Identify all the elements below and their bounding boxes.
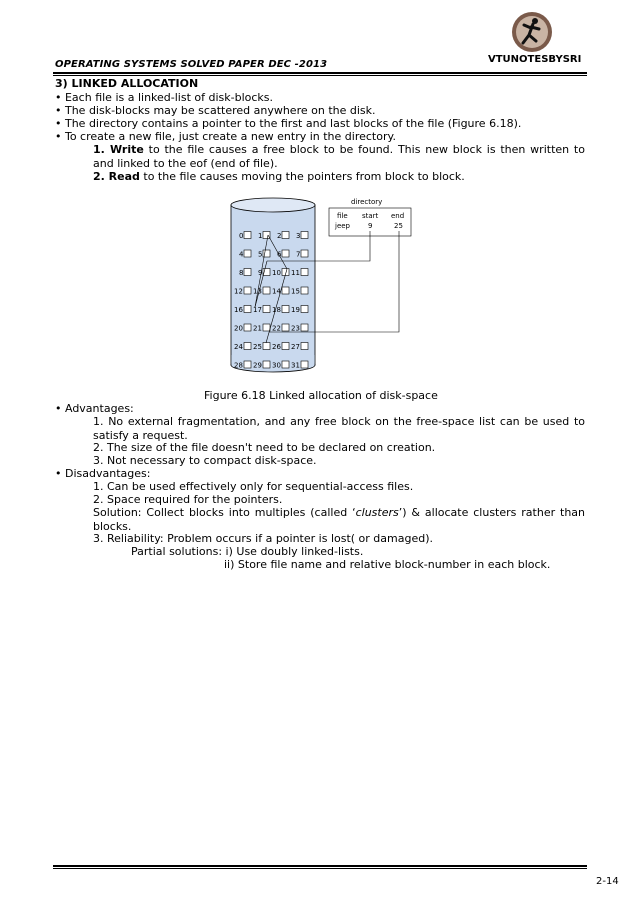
block-box [282,343,289,350]
block-label: 8 [239,269,244,277]
block-label: 20 [234,324,243,333]
solution-post: ’) & allocate clusters rather than blocks. [93,506,586,533]
block-label: 5 [258,250,263,259]
block-box [301,269,308,276]
dir-header-end: end [391,212,405,220]
read-paragraph [93,170,465,184]
block-box [244,306,251,313]
bullet-4: • To create a new file, just create a new entry in the directory. [55,130,396,143]
block-label: 1 [258,232,263,240]
block-label: 6 [277,250,282,259]
block-label: 10 [272,269,281,277]
block-box [244,343,251,350]
dir-cell-start: 9 [368,222,373,230]
advantage-2: 2. The size of the file doesn't need to be declared on creation. [93,441,436,454]
block-box [282,232,289,239]
block-label: 7 [296,250,301,259]
block-label: 2 [277,232,282,240]
read-text: to the file causes moving the pointers from block to block. [139,170,465,183]
block-box [301,361,308,368]
block-box [263,287,270,294]
block-label: 22 [272,324,281,333]
block-label: 4 [239,250,244,259]
partial-solution-1: Partial solutions: i) Use doubly linked-lists. [131,545,364,558]
solution-emphasis: clusters [355,506,399,519]
block-label: 15 [291,287,300,296]
block-box [282,361,289,368]
dir-cell-end: 25 [394,222,403,230]
block-box [244,287,251,294]
dir-header-file: file [337,212,348,220]
block-label: 18 [272,306,281,314]
block-box [263,232,270,239]
dir-header-start: start [362,212,379,220]
block-box [301,324,308,331]
bullet-3: • The directory contains a pointer to the first and last blocks of the file (Figure 6.18). [55,117,522,130]
write-label: 1. Write [93,143,144,156]
block-box [263,324,270,331]
block-label: 28 [234,361,243,370]
page-header-title: OPERATING SYSTEMS SOLVED PAPER DEC -2013 [55,59,328,70]
block-label: 17 [253,306,262,314]
block-label: 19 [291,306,300,314]
block-label: 14 [272,287,281,296]
block-box [244,232,251,239]
block-label: 29 [253,361,262,370]
disadvantage-3: 3. Reliability: Problem occurs if a pointer is lost( or damaged). [93,532,434,545]
advantages-title: • Advantages: [55,402,134,415]
block-label: 31 [291,361,300,370]
header-rule-thin [53,75,587,76]
block-label: 12 [234,287,243,296]
bullet-1: • Each file is a linked-list of disk-blocks. [55,91,274,104]
block-label: 27 [291,343,300,351]
logo-icon [511,11,553,53]
block-box [244,269,251,276]
page-number: 2-14 [596,876,619,887]
footer-rule [53,865,587,867]
directory-label: directory [351,198,383,206]
block-box [263,361,270,368]
block-box [282,324,289,331]
write-text: to the file causes a free block to be found. This new block is then written to and linked to the eof (end of file). [93,143,585,170]
block-label: 21 [253,324,262,333]
block-box [282,287,289,294]
block-box [244,361,251,368]
solution-paragraph [93,506,585,534]
block-label: 13 [253,287,262,296]
block-label: 23 [291,324,300,333]
read-label: 2. Read [93,170,140,183]
brand-name: VTUNOTESBYSRI [488,54,582,65]
advantage-1: 1. No external fragmentation, and any free block on the free-space list can be used to satisfy a request. [93,415,585,442]
dir-cell-file: jeep [335,222,351,230]
block-box [301,250,308,257]
advantage-3: 3. Not necessary to compact disk-space. [93,454,317,467]
partial-solution-2: ii) Store file name and relative block-number in each block. [224,558,551,571]
disadvantages-title: • Disadvantages: [55,467,151,480]
block-label: 0 [239,232,244,240]
block-box [301,232,308,239]
block-box [263,306,270,313]
block-label: 26 [272,343,281,351]
section-title: 3) LINKED ALLOCATION [55,77,199,90]
block-label: 30 [272,361,281,370]
block-box [263,343,270,350]
block-box [244,250,251,257]
block-label: 24 [234,343,243,351]
block-label: 3 [296,232,301,240]
block-label: 11 [291,269,300,277]
block-label: 9 [258,269,263,277]
bullet-2: • The disk-blocks may be scattered anywhere on the disk. [55,104,376,117]
header-rule [53,72,587,74]
block-box [282,306,289,313]
block-box [301,306,308,313]
figure-caption: Figure 6.18 Linked allocation of disk-space [204,389,438,402]
block-box [301,287,308,294]
footer-rule-thin [53,868,587,869]
disadvantage-1: 1. Can be used effectively only for sequential-access files. [93,480,414,493]
solution-pre: Solution: Collect blocks into multiples (called ‘ [93,506,356,519]
block-box [301,343,308,350]
write-paragraph [93,143,585,171]
disadvantage-2: 2. Space required for the pointers. [93,493,283,506]
block-label: 25 [253,343,262,351]
block-box [244,324,251,331]
linked-allocation-diagram [225,195,420,375]
block-label: 16 [234,306,243,314]
block-box [282,250,289,257]
